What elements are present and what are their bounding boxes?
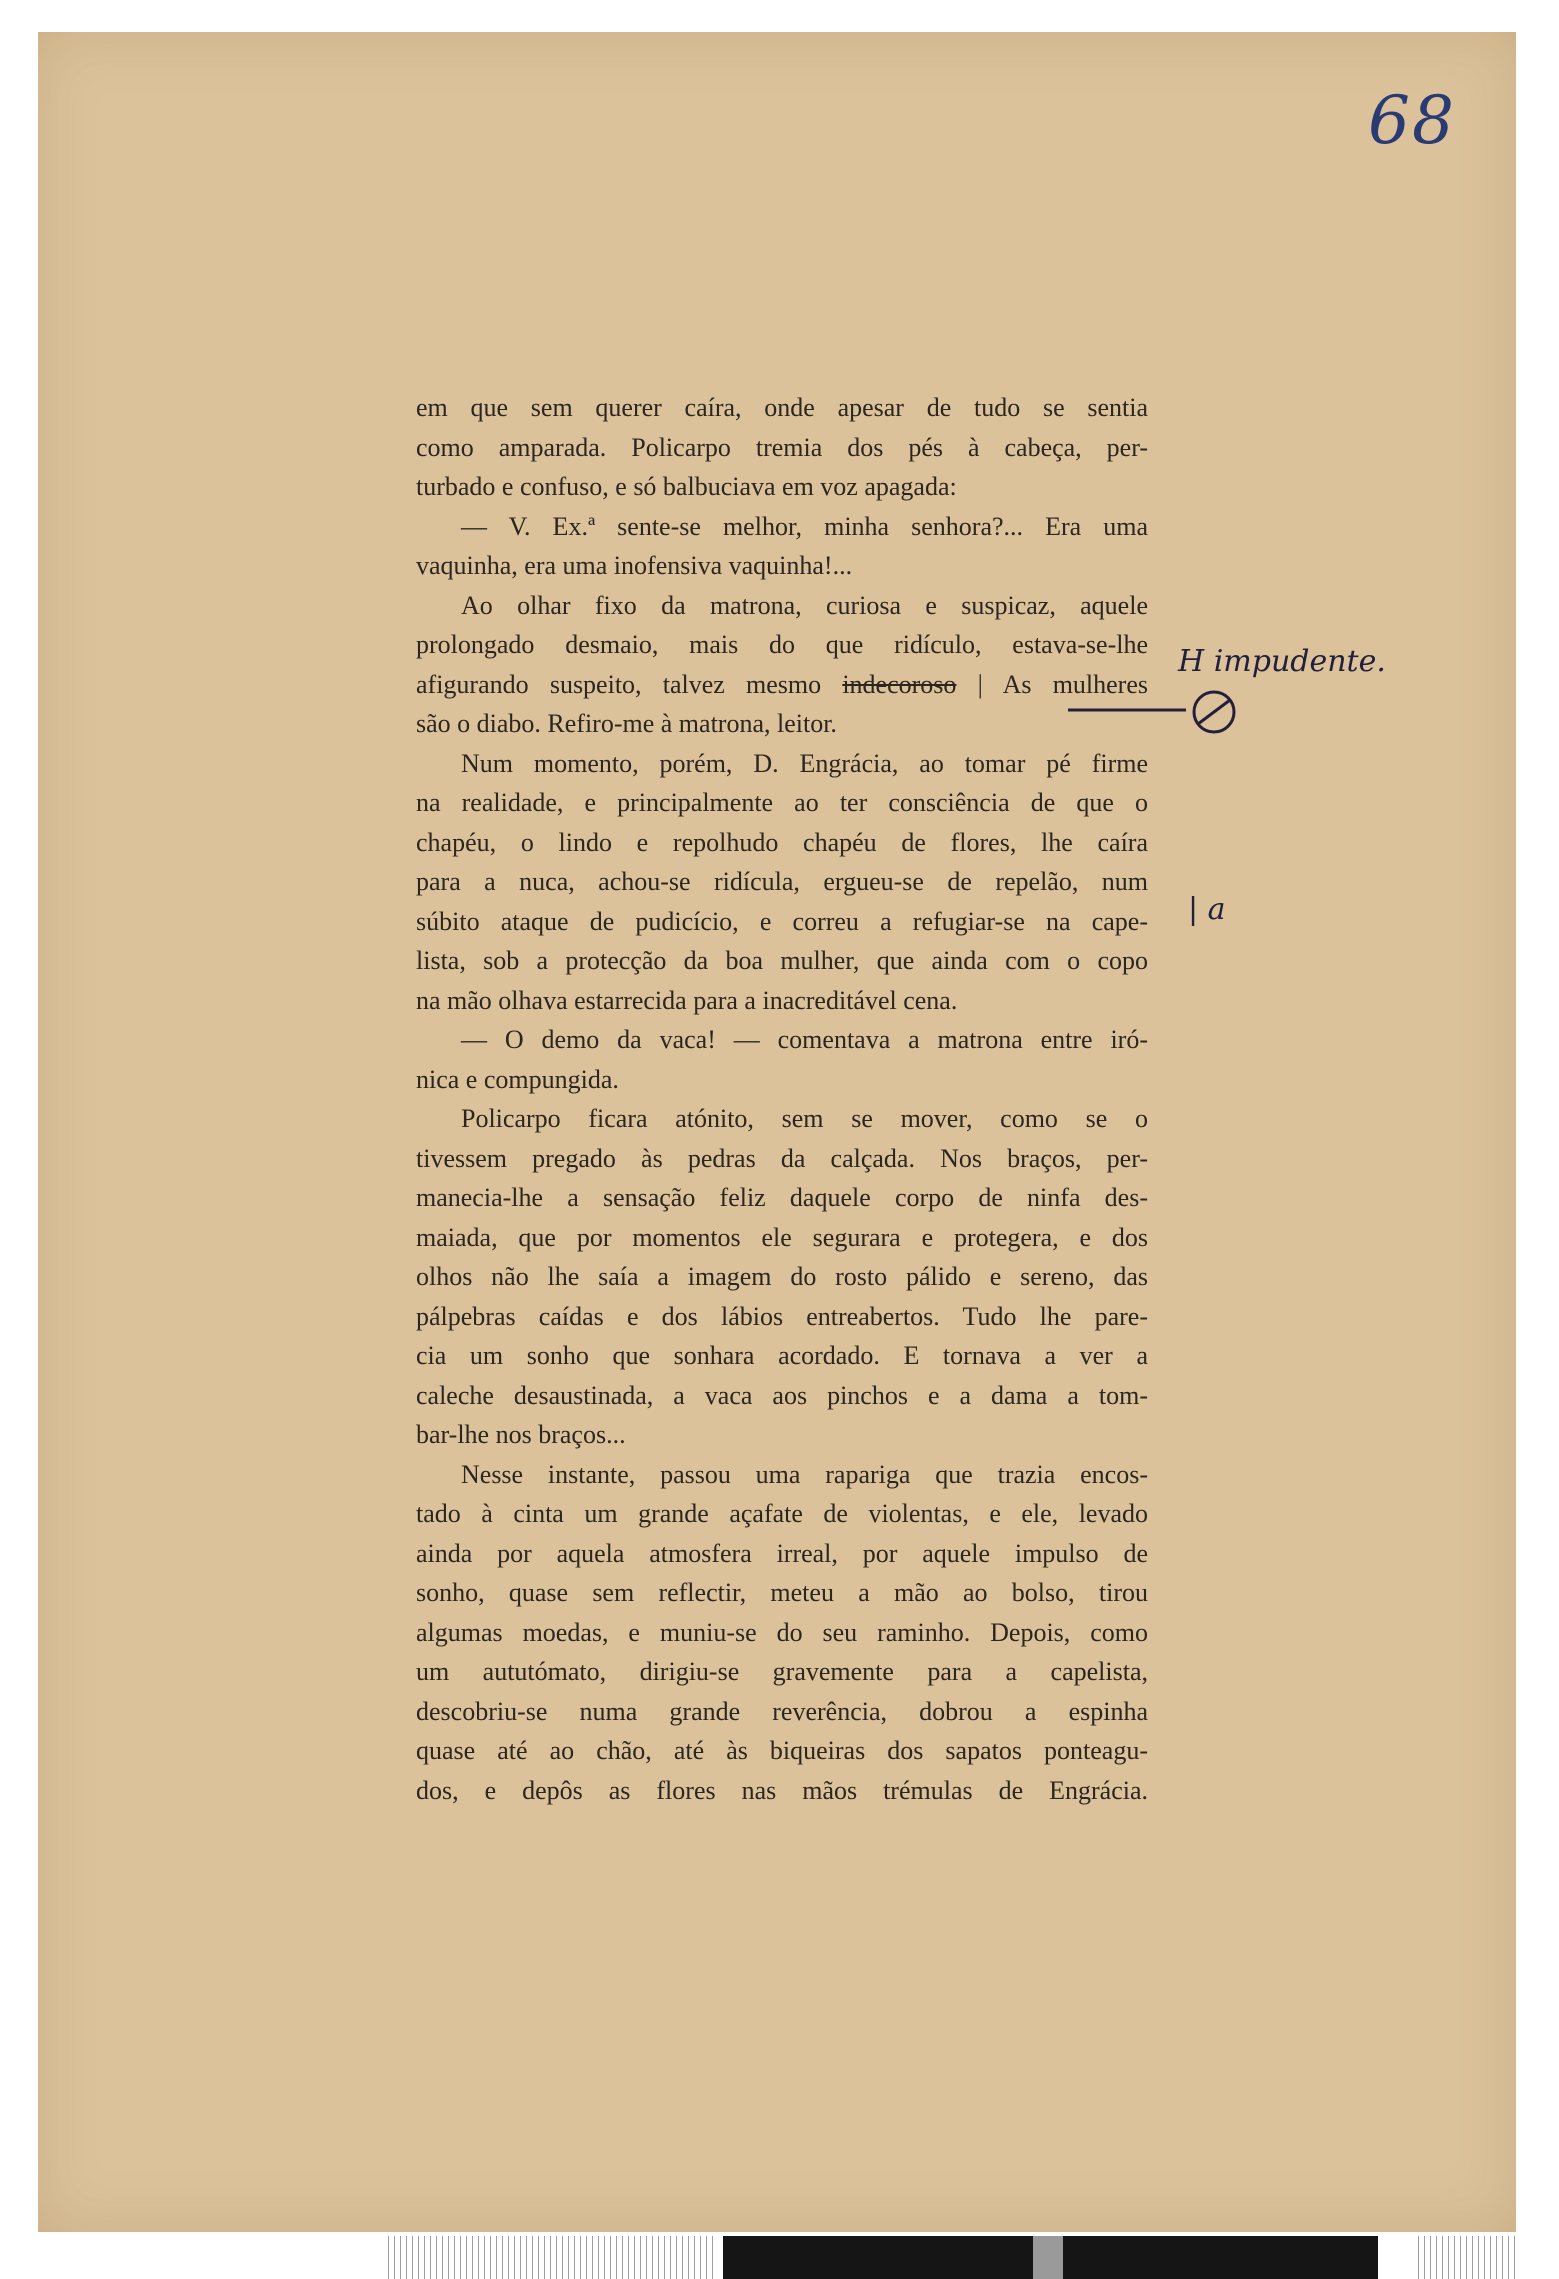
text-line: algumas moedas, e muniu-se do seu raminho. Depois, como xyxy=(416,1617,1148,1647)
ruler-black-patch-2 xyxy=(1063,2236,1378,2279)
margin-note-a: | a xyxy=(1188,892,1226,927)
text-line: Num momento, porém, D. Engrácia, ao tomar pé firme xyxy=(461,748,1148,778)
color-scale-ruler xyxy=(388,2236,1518,2279)
ruler-ticks-right xyxy=(1418,2236,1518,2279)
text-line: — V. Ex.ª sente-se melhor, minha senhora?... Era uma xyxy=(461,511,1148,541)
text-line: em que sem querer caíra, onde apesar de tudo se sentia xyxy=(416,393,1148,422)
ruler-grey-patch xyxy=(1033,2236,1063,2279)
text-line: nica e compungida. xyxy=(416,1064,619,1094)
text-line: chapéu, o lindo e repolhudo chapéu de flores, lhe caíra xyxy=(416,827,1148,857)
text-line: turbado e confuso, e só balbuciava em voz apagada: xyxy=(416,472,957,501)
text-line: súbito ataque de pudicício, e correu a refugiar-se na cape- xyxy=(416,906,1148,936)
text-line: ainda por aquela atmosfera irreal, por aquele impulso de xyxy=(416,1538,1148,1568)
text-line: prolongado desmaio, mais do que ridículo, estava-se-lhe xyxy=(416,630,1148,659)
text-line: sonho, quase sem reflectir, meteu a mão ao bolso, tirou xyxy=(416,1578,1148,1607)
text-line: na mão olhava estarrecida para a inacreditável cena. xyxy=(416,985,958,1015)
text-line: Ao olhar fixo da matrona, curiosa e suspicaz, aquele xyxy=(461,590,1148,620)
text-line: bar-lhe nos braços... xyxy=(416,1420,626,1449)
ruler-ticks-left xyxy=(388,2236,718,2279)
text-line: cia um sonho que sonhara acordado. E tornava a ver a xyxy=(416,1341,1148,1370)
proofreading-marks xyxy=(38,32,1516,2232)
text-segment: afigurando suspeito, talvez mesmo xyxy=(416,669,822,699)
ruler-black-patch xyxy=(723,2236,1033,2279)
text-line: tivessem pregado às pedras da calçada. Nos braços, per- xyxy=(416,1143,1148,1173)
text-line: pálpebras caídas e dos lábios entreabertos. Tudo lhe pare- xyxy=(416,1301,1148,1331)
text-line: um aututómato, dirigiu-se gravemente para a capelista, xyxy=(416,1657,1148,1686)
text-line: caleche desaustinada, a vaca aos pinchos e a dama a tom- xyxy=(416,1380,1148,1410)
text-segment: | As mulheres xyxy=(977,669,1148,699)
text-line: Nesse instante, passou uma rapariga que trazia encos- xyxy=(461,1459,1148,1489)
text-line: maiada, que por momentos ele segurara e protegera, e dos xyxy=(416,1222,1148,1252)
delete-mark-stroke xyxy=(1198,700,1230,724)
text-line: na realidade, e principalmente ao ter consciência de que o xyxy=(416,788,1148,817)
text-line: tado à cinta um grande açafate de violentas, e ele, levado xyxy=(416,1499,1148,1528)
text-line: são o diabo. Refiro-me à matrona, leitor. xyxy=(416,709,837,738)
text-line: descobriu-se numa grande reverência, dobrou a espinha xyxy=(416,1696,1148,1726)
text-line: Policarpo ficara atónito, sem se mover, como se o xyxy=(461,1104,1148,1133)
text-line: — O demo da vaca! — comentava a matrona entre iró- xyxy=(461,1025,1148,1054)
text-line: vaquinha, era uma inofensiva vaquinha!... xyxy=(416,551,853,580)
text-line: quase até ao chão, até às biqueiras dos sapatos ponteagu- xyxy=(416,1736,1148,1765)
text-line: para a nuca, achou-se ridícula, ergueu-se de repelão, num xyxy=(416,867,1148,896)
struck-word: indecoroso xyxy=(842,669,957,699)
margin-note-impudente: H impudente. xyxy=(1178,644,1386,679)
text-line: lista, sob a protecção da boa mulher, que ainda com o copo xyxy=(416,946,1148,975)
text-line: olhos não lhe saía a imagem do rosto pálido e sereno, das xyxy=(416,1262,1148,1291)
text-line: dos, e depôs as flores nas mãos trémulas de Engrácia. xyxy=(416,1775,1148,1805)
text-line: manecia-lhe a sensação feliz daquele corpo de ninfa des- xyxy=(416,1183,1148,1212)
page-number: 68 xyxy=(1368,82,1456,159)
text-line: como amparada. Policarpo tremia dos pés à cabeça, per- xyxy=(416,432,1148,462)
manuscript-page xyxy=(38,32,1516,2232)
